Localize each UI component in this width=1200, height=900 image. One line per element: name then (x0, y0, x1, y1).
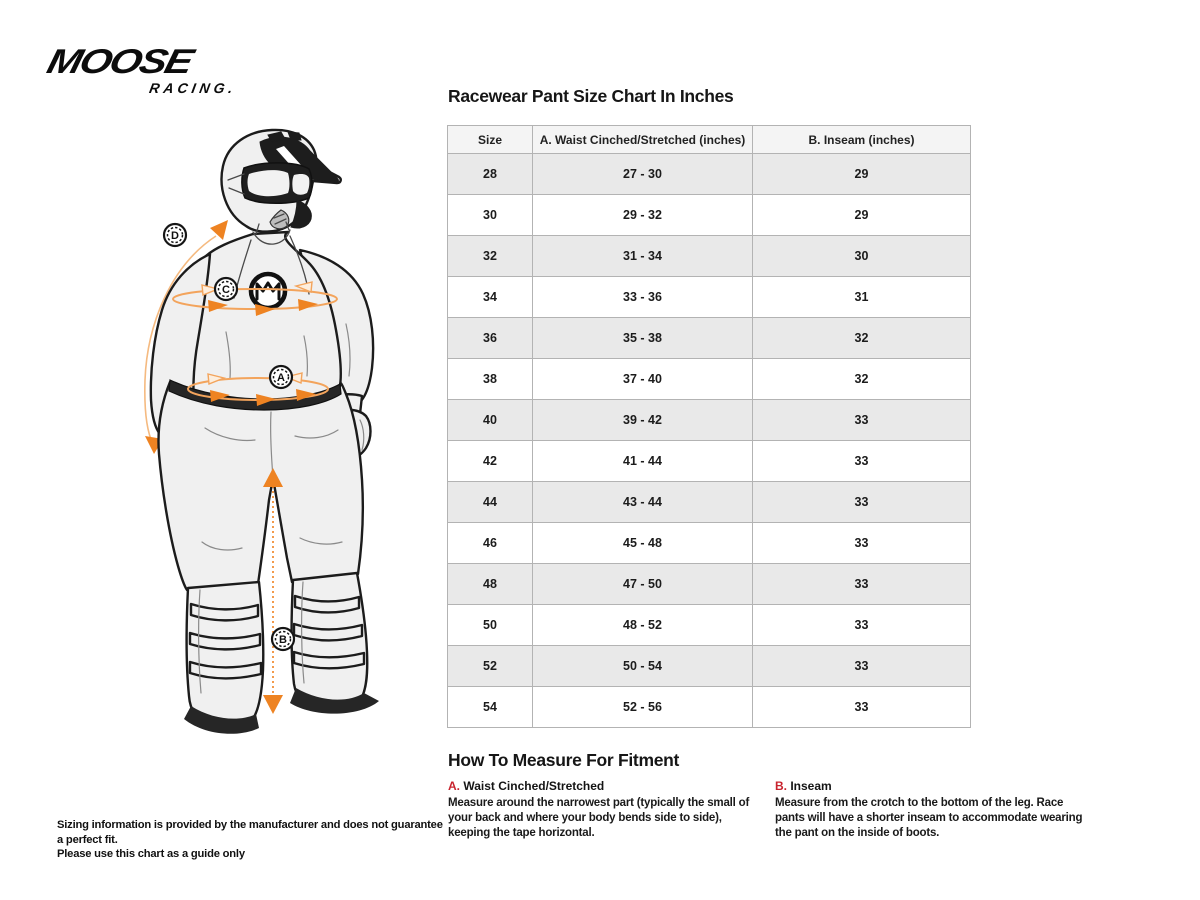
moose-chest-logo-icon (251, 274, 285, 308)
table-row (448, 318, 971, 359)
table-row (448, 236, 971, 277)
size-cell: 30 (448, 195, 533, 236)
table-row (448, 277, 971, 318)
column-header-inseam: B. Inseam (inches) (753, 126, 971, 154)
rider-right-boot (290, 573, 379, 714)
table-row (448, 359, 971, 400)
svg-text:A: A (277, 372, 285, 384)
size-cell: 50 (448, 605, 533, 646)
column-header-size: Size (448, 126, 533, 154)
inseam-cell: 29 (753, 195, 971, 236)
badge-c (215, 278, 237, 300)
table-row (448, 441, 971, 482)
measure-key-b: B. (775, 779, 787, 793)
size-cell: 44 (448, 482, 533, 523)
inseam-cell: 33 (753, 605, 971, 646)
size-cell: 48 (448, 564, 533, 605)
badge-a (270, 366, 292, 388)
inseam-cell: 32 (753, 359, 971, 400)
badge-d (164, 224, 186, 246)
moose-racing-logo (43, 41, 252, 96)
rider-left-boot (184, 582, 263, 734)
size-cell: 34 (448, 277, 533, 318)
waist-cell: 48 - 52 (533, 605, 753, 646)
table-header-row (448, 126, 971, 154)
measure-heading: How To Measure For Fitment (448, 750, 680, 770)
size-cell: 38 (448, 359, 533, 400)
waist-cell: 47 - 50 (533, 564, 753, 605)
waist-cell: 37 - 40 (533, 359, 753, 400)
inseam-cell: 33 (753, 482, 971, 523)
measure-label-text-b: Inseam (790, 779, 832, 793)
disclaimer-line-2: Please use this chart as a guide only (57, 848, 245, 860)
waist-cell: 35 - 38 (533, 318, 753, 359)
measure-text-inseam: Measure from the crotch to the bottom of the leg. Race pants will have a shorter inseam to accommodate wearing the pant on the inside of boots. (775, 797, 1083, 839)
table-row (448, 605, 971, 646)
measure-instruction-inseam (775, 779, 1090, 841)
measure-label-text-a: Waist Cinched/Stretched (463, 779, 605, 793)
measure-key-a: A. (448, 779, 460, 793)
inseam-cell: 31 (753, 277, 971, 318)
measure-label-waist (448, 779, 750, 794)
table-row (448, 154, 971, 195)
table-row (448, 564, 971, 605)
waist-cell: 27 - 30 (533, 154, 753, 195)
inseam-cell: 29 (753, 154, 971, 195)
svg-text:B: B (279, 634, 287, 646)
waist-cell: 50 - 54 (533, 646, 753, 687)
inseam-cell: 33 (753, 646, 971, 687)
waist-cell: 41 - 44 (533, 441, 753, 482)
waist-cell: 33 - 36 (533, 277, 753, 318)
inseam-cell: 33 (753, 441, 971, 482)
disclaimer-line-1: Sizing information is provided by the manufacturer and does not guarantee a perfect fit. (57, 819, 443, 846)
measure-text-waist: Measure around the narrowest part (typically the small of your back and where your body bends side to side), keeping the tape horizontal. (448, 797, 750, 839)
table-row (448, 646, 971, 687)
rider-measurement-illustration (50, 118, 440, 748)
size-cell: 46 (448, 523, 533, 564)
logo-wordmark-moose: MOOSE (43, 41, 196, 81)
size-cell: 28 (448, 154, 533, 195)
size-cell: 54 (448, 687, 533, 728)
table-row (448, 687, 971, 728)
waist-cell: 43 - 44 (533, 482, 753, 523)
waist-cell: 52 - 56 (533, 687, 753, 728)
size-cell: 36 (448, 318, 533, 359)
inseam-cell: 30 (753, 236, 971, 277)
inseam-cell: 32 (753, 318, 971, 359)
measure-instruction-waist (448, 779, 750, 841)
size-cell: 52 (448, 646, 533, 687)
logo-wordmark-racing: RACING. (148, 80, 238, 96)
inseam-cell: 33 (753, 523, 971, 564)
svg-text:D: D (171, 230, 179, 242)
column-header-waist: A. Waist Cinched/Stretched (inches) (533, 126, 753, 154)
inseam-cell: 33 (753, 400, 971, 441)
inseam-cell: 33 (753, 564, 971, 605)
size-chart-table (447, 125, 971, 728)
waist-cell: 45 - 48 (533, 523, 753, 564)
rider-pants (158, 380, 362, 590)
measure-label-inseam (775, 779, 1090, 794)
table-row (448, 400, 971, 441)
size-cell: 40 (448, 400, 533, 441)
svg-text:C: C (222, 284, 230, 296)
table-row (448, 482, 971, 523)
inseam-cell: 33 (753, 687, 971, 728)
waist-cell: 39 - 42 (533, 400, 753, 441)
table-row (448, 195, 971, 236)
size-cell: 42 (448, 441, 533, 482)
disclaimer (57, 818, 447, 862)
size-cell: 32 (448, 236, 533, 277)
table-row (448, 523, 971, 564)
waist-cell: 31 - 34 (533, 236, 753, 277)
chart-title: Racewear Pant Size Chart In Inches (448, 86, 734, 106)
waist-cell: 29 - 32 (533, 195, 753, 236)
rider-helmet (222, 130, 341, 234)
badge-b (272, 628, 294, 650)
